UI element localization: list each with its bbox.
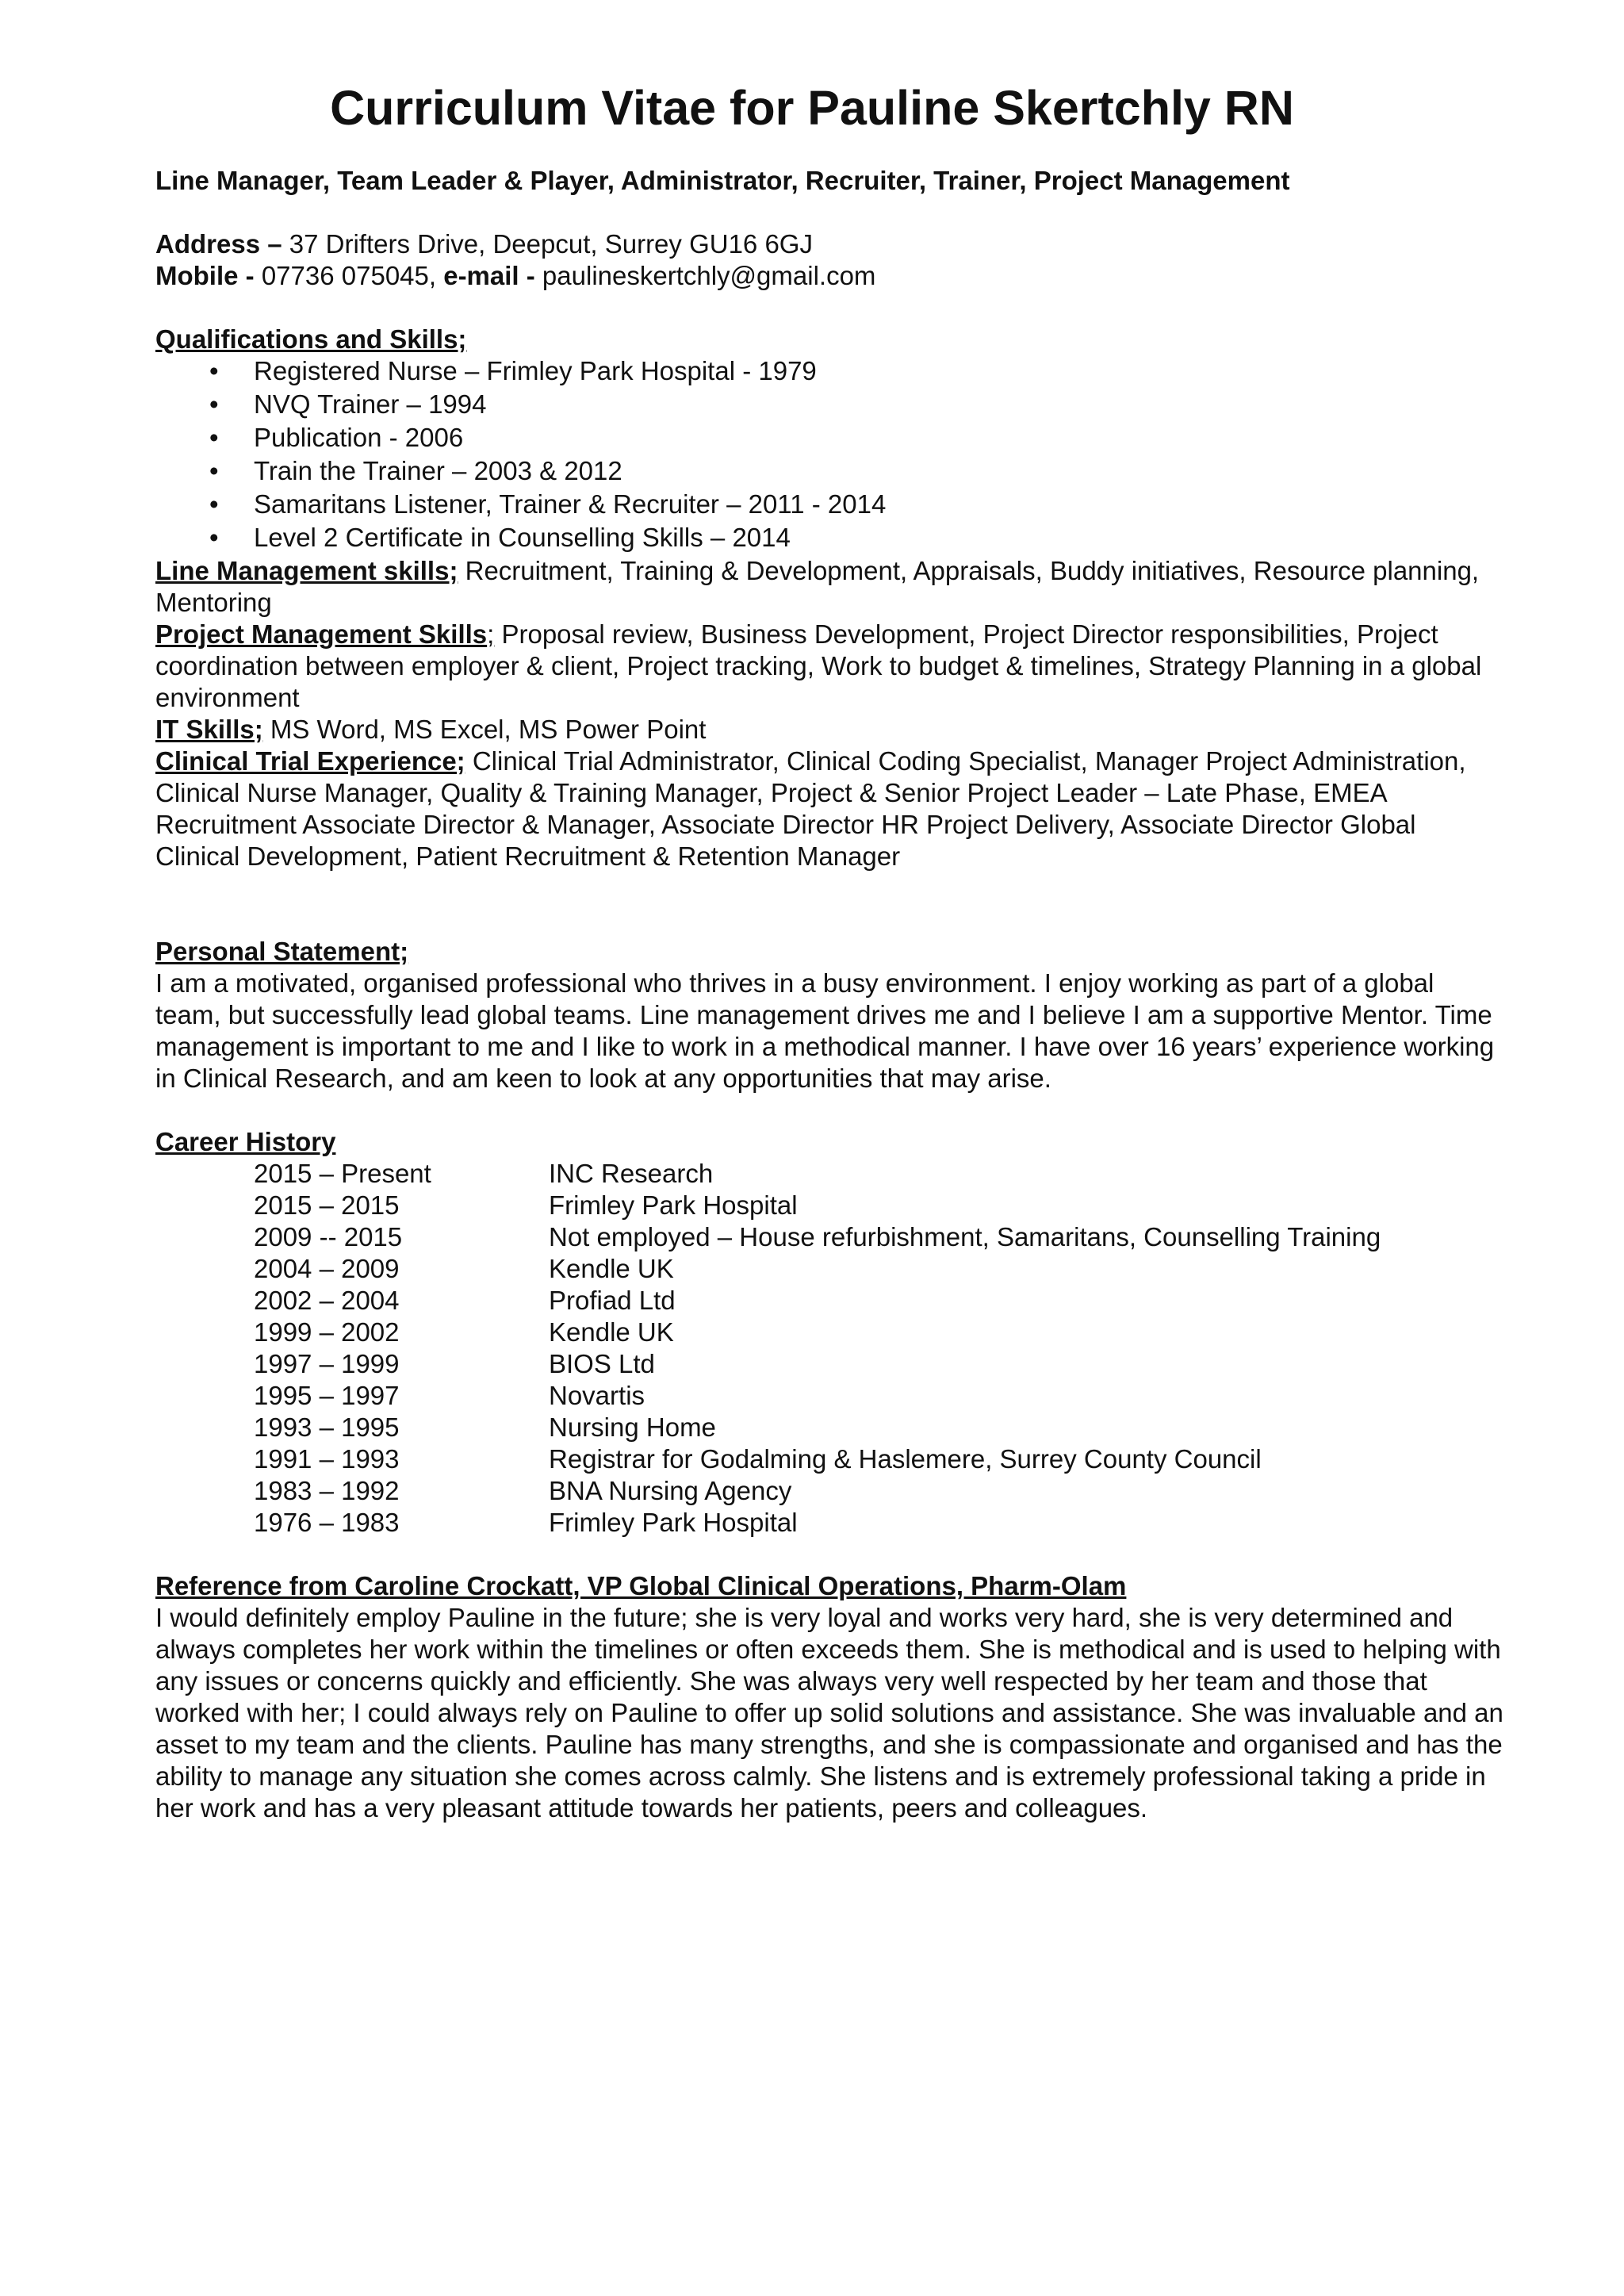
career-years: 1997 – 1999 xyxy=(254,1349,400,1378)
roles-line: Line Manager, Team Leader & Player, Administrator, Recruiter, Trainer, Project Management xyxy=(155,166,1290,195)
project-management-title: Project Management Skills xyxy=(155,619,488,649)
bullet-icon: • xyxy=(209,456,219,485)
qualification-text: Level 2 Certificate in Counselling Skills – 2014 xyxy=(254,523,791,552)
career-title: Career History xyxy=(155,1127,336,1156)
bullet-icon: • xyxy=(209,389,219,419)
career-row xyxy=(155,1443,1503,1475)
list-item xyxy=(155,355,1503,389)
bullet-icon: • xyxy=(209,523,219,552)
career-row xyxy=(155,1507,1503,1539)
list-item xyxy=(155,455,1503,489)
qualification-text: Publication - 2006 xyxy=(254,423,464,452)
career-years: 2015 – Present xyxy=(254,1159,431,1188)
project-management-text: Proposal review, Business Development, Project Director responsibilities, Project coordination between employer & client, Project tracking, Work to budget & timelines, Strategy Planning in a global environment xyxy=(155,619,1482,712)
career-org: INC Research xyxy=(549,1159,714,1188)
mobile-value: 07736 075045, xyxy=(254,261,444,290)
qualifications-title: Qualifications and Skills; xyxy=(155,324,467,354)
it-skills-text: MS Word, MS Excel, MS Power Point xyxy=(262,715,707,744)
career-years: 1995 – 1997 xyxy=(254,1381,400,1410)
qualifications-section xyxy=(155,324,1503,555)
address-label: Address – xyxy=(155,229,282,259)
page-title: Curriculum Vitae for Pauline Skertchly RN xyxy=(330,81,1294,135)
career-org: Kendle UK xyxy=(549,1317,674,1347)
address-line xyxy=(155,228,1503,260)
qualification-text: Train the Trainer – 2003 & 2012 xyxy=(254,456,622,485)
clinical-trial-text: Clinical Trial Administrator, Clinical Coding Specialist, Manager Project Administration, Clinical Nurse Manager, Quality & Training Manager, Project & Senior Project Leader – Late Phase, EMEA Recruitment Associate Director & Manager, Associate Director HR Project Delivery, Associate Director Global Clinical Development, Patient Recruitment & Retention Manager xyxy=(155,746,1466,871)
email-label: e-mail - xyxy=(443,261,535,290)
career-row xyxy=(155,1475,1503,1507)
bullet-icon: • xyxy=(209,356,219,385)
cv-content xyxy=(155,76,1503,1824)
career-org: Not employed – House refurbishment, Samaritans, Counselling Training xyxy=(549,1222,1381,1251)
personal-statement-section xyxy=(155,936,1503,1094)
personal-statement-title: Personal Statement; xyxy=(155,937,409,966)
qualification-text: Registered Nurse – Frimley Park Hospital - 1979 xyxy=(254,356,817,385)
career-years: 2015 – 2015 xyxy=(254,1190,400,1220)
line-management-text: Recruitment, Training & Development, Appraisals, Buddy initiatives, Resource planning, Mentoring xyxy=(155,556,1480,617)
career-org: BIOS Ltd xyxy=(549,1349,655,1378)
career-section xyxy=(155,1126,1503,1539)
career-years: 2004 – 2009 xyxy=(254,1254,400,1283)
career-years: 1976 – 1983 xyxy=(254,1508,400,1537)
career-years: 1991 – 1993 xyxy=(254,1444,400,1474)
it-skills-section xyxy=(155,714,1503,746)
project-management-semicolon: ; xyxy=(487,619,495,649)
list-item xyxy=(155,522,1503,555)
career-row xyxy=(155,1285,1503,1317)
career-row xyxy=(155,1348,1503,1380)
career-org: Nursing Home xyxy=(549,1412,716,1442)
it-skills-title: IT Skills; xyxy=(155,715,263,744)
project-management-section xyxy=(155,619,1503,714)
mobile-line xyxy=(155,260,1503,292)
reference-section xyxy=(155,1570,1503,1824)
career-org: Profiad Ltd xyxy=(549,1286,676,1315)
list-item xyxy=(155,389,1503,422)
mobile-label: Mobile - xyxy=(155,261,255,290)
career-years: 2002 – 2004 xyxy=(254,1286,400,1315)
email-value: paulineskertchly@gmail.com xyxy=(534,261,876,290)
clinical-trial-title: Clinical Trial Experience; xyxy=(155,746,465,776)
qualification-text: Samaritans Listener, Trainer & Recruiter – 2011 - 2014 xyxy=(254,489,887,519)
list-item xyxy=(155,489,1503,522)
career-org: Frimley Park Hospital xyxy=(549,1190,798,1220)
qualifications-list xyxy=(155,355,1503,555)
career-org: Kendle UK xyxy=(549,1254,674,1283)
career-row xyxy=(155,1158,1503,1190)
bullet-icon: • xyxy=(209,423,219,452)
career-org: Registrar for Godalming & Haslemere, Surrey County Council xyxy=(549,1444,1262,1474)
personal-statement-text: I am a motivated, organised professional who thrives in a busy environment. I enjoy working as part of a global team, but successfully lead global teams. Line management drives me and I believe I am a supportive Mentor. Time management is important to me and I like to work in a methodical manner. I have over 16 years’ experience working in Clinical Research, and am keen to look at any opportunities that may arise. xyxy=(155,968,1495,1093)
career-row xyxy=(155,1317,1503,1348)
contact-block xyxy=(155,228,1503,292)
career-years: 2009 -- 2015 xyxy=(254,1222,403,1251)
career-row xyxy=(155,1221,1503,1253)
career-row xyxy=(155,1190,1503,1221)
clinical-trial-section xyxy=(155,746,1503,872)
reference-text: I would definitely employ Pauline in the future; she is very loyal and works very hard, she is very determined and always completes her work within the timelines or often exceeds them. She is methodical and is used to helping with any issues or concerns quickly and efficiently. She was always very well respected by her team and those that worked with her; I could always rely on Pauline to offer up solid solutions and assistance. She was invaluable and an asset to my team and the clients. Pauline has many strengths, and she is compassionate and organised and has the ability to manage any situation she comes across calmly. She listens and is extremely professional taking a pride in her work and has a very pleasant attitude towards her patients, peers and colleagues. xyxy=(155,1603,1503,1823)
list-item xyxy=(155,422,1503,455)
career-years: 1999 – 2002 xyxy=(254,1317,400,1347)
career-org: BNA Nursing Agency xyxy=(549,1476,792,1505)
qualification-text: NVQ Trainer – 1994 xyxy=(254,389,487,419)
career-org: Novartis xyxy=(549,1381,645,1410)
career-years: 1993 – 1995 xyxy=(254,1412,400,1442)
line-management-title: Line Management skills; xyxy=(155,556,458,585)
career-row xyxy=(155,1253,1503,1285)
career-years: 1983 – 1992 xyxy=(254,1476,400,1505)
line-management-section xyxy=(155,555,1503,619)
bullet-icon: • xyxy=(209,489,219,519)
career-org: Frimley Park Hospital xyxy=(549,1508,798,1537)
career-row xyxy=(155,1412,1503,1443)
career-row xyxy=(155,1380,1503,1412)
address-value: 37 Drifters Drive, Deepcut, Surrey GU16 6GJ xyxy=(282,229,813,259)
reference-title: Reference from Caroline Crockatt, VP Global Clinical Operations, Pharm-Olam xyxy=(155,1571,1127,1600)
